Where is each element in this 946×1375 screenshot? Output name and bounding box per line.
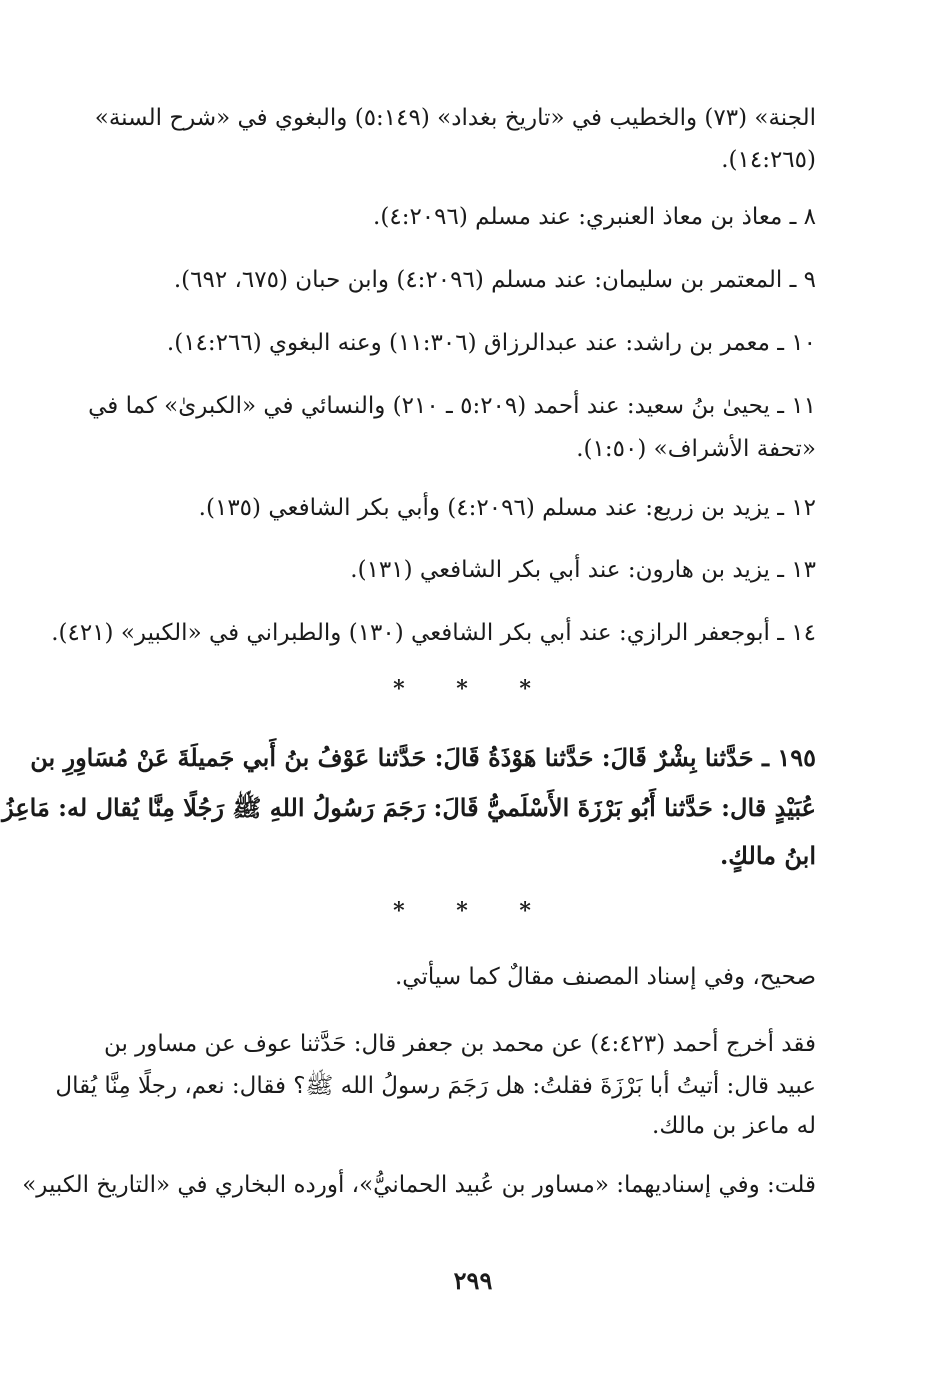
- entry-8: ٨ ـ معاذ بن معاذ العنبري: عند مسلم (٤:٢٠٩٦).: [373, 204, 816, 230]
- commentary-paragraph-2-line-2: عبيد قال: أتيتُ أبا بَرْزَةَ فقلتُ: هل رَجَمَ رسولُ الله ﷺ؟ فقال: نعم، رجلًا مِنَّا يُقال: [55, 1073, 816, 1099]
- hadith-line-3: ابنُ مالكٍ.: [719, 841, 816, 870]
- commentary-paragraph-3-line-1: قلت: وفي إسناديهما: «مساور بن عُبيد الحمانيُّ»، أورده البخاري في «التاريخ الكبير»: [22, 1172, 816, 1198]
- separator-stars-1: * * *: [393, 676, 553, 702]
- entry-11-line-1: ١١ ـ يحيىٰ بنُ سعيد: عند أحمد (٥:٢٠٩ ـ ٢١٠) والنسائي في «الكبرىٰ» كما في: [88, 393, 816, 419]
- entry-11-line-2: «تحفة الأشراف» (١:٥٠).: [576, 436, 816, 462]
- commentary-paragraph-1: صحيح، وفي إسناد المصنف مقالٌ كما سيأتي.: [395, 964, 816, 990]
- entry-9: ٩ ـ المعتمر بن سليمان: عند مسلم (٤:٢٠٩٦) وابن حبان (٦٧٥، ٦٩٢).: [173, 267, 816, 293]
- commentary-paragraph-2-line-3: له ماعز بن مالك.: [652, 1113, 816, 1139]
- entry-14: ١٤ ـ أبوجعفر الرازي: عند أبي بكر الشافعي (١٣٠) والطبراني في «الكبير» (٤٢١).: [51, 620, 816, 646]
- hadith-line-1: ١٩٥ ـ حَدَّثنا بِشْرٌ قَالَ: حَدَّثنا هَوْذَةُ قَالَ: حَدَّثنا عَوْفُ بنُ أَبي جَميلَةَ عَنْ مُسَاوِرِ بن: [30, 743, 816, 772]
- commentary-paragraph-2-line-1: فقد أخرج أحمد (٤:٤٢٣) عن محمد بن جعفر قال: حَدَّثنا عوف عن مساور بن: [103, 1031, 816, 1057]
- prev-entry-line-1: الجنة» (٧٣) والخطيب في «تاريخ بغداد» (٥:١٤٩) والبغوي في «شرح السنة»: [94, 105, 816, 131]
- entry-10: ١٠ ـ معمر بن راشد: عند عبدالرزاق (١١:٣٠٦) وعنه البغوي (١٤:٢٦٦).: [166, 330, 816, 356]
- separator-stars-2: * * *: [393, 898, 553, 924]
- entry-13: ١٣ ـ يزيد بن هارون: عند أبي بكر الشافعي (١٣١).: [350, 557, 816, 583]
- entry-12: ١٢ ـ يزيد بن زريع: عند مسلم (٤:٢٠٩٦) وأبي بكر الشافعي (١٣٥).: [198, 495, 816, 521]
- hadith-line-2: عُبَيْدٍ قال: حَدَّثنا أَبُو بَرْزَةَ الأَسْلَميُّ قَالَ: رَجَمَ رَسُولُ اللهِ ﷺ رَجُلًا مِنَّا يُقال له: مَاعِزُ: [2, 793, 816, 822]
- prev-entry-line-2: (١٤:٢٦٥).: [721, 147, 816, 173]
- page-number: ٢٩٩: [453, 1266, 493, 1295]
